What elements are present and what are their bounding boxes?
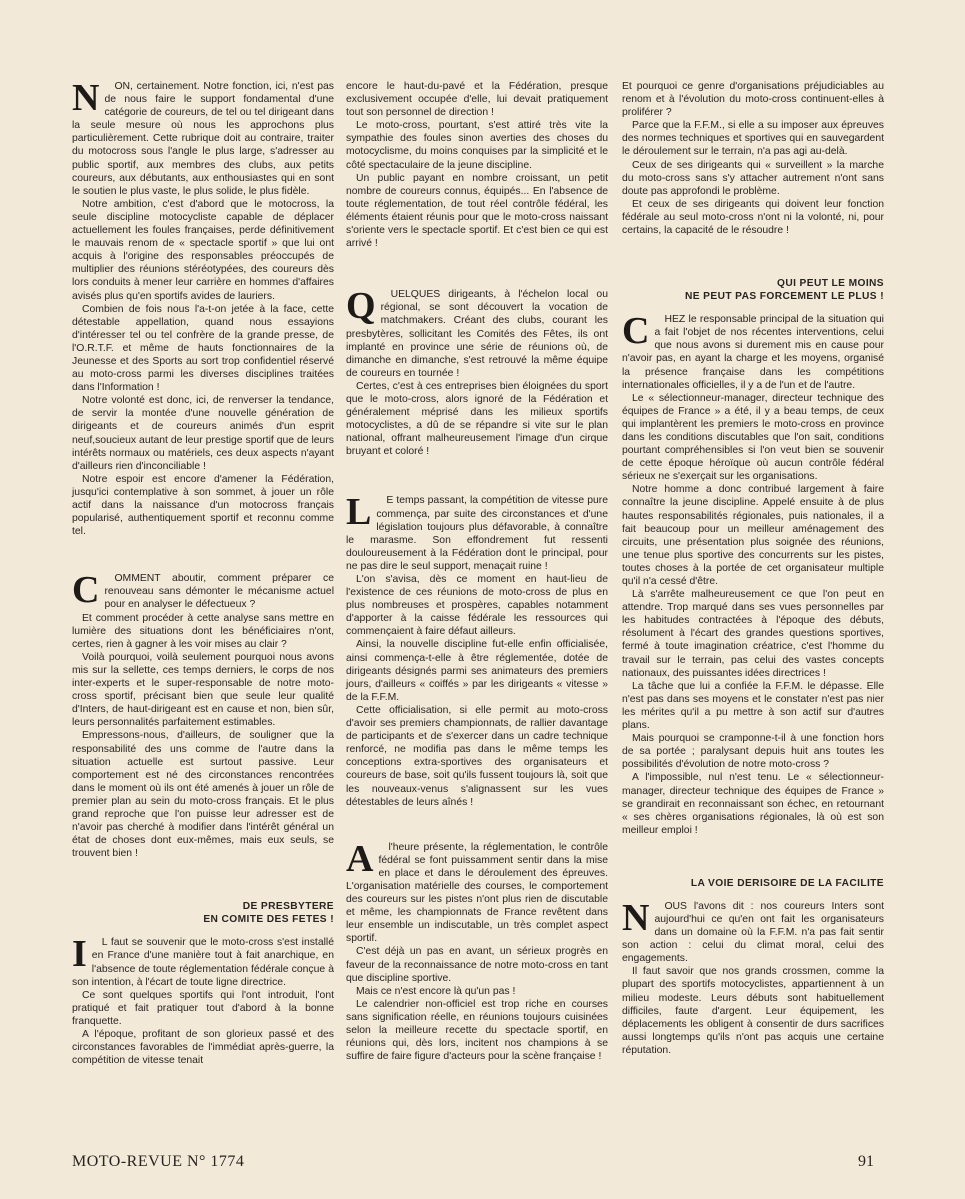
paragraph: Parce que la F.F.M., si elle a su imposer aux épreuves des normes techniques et sportives qui en sauvegardent le déroulement sur le terrain, n'a pas agi au-delà. — [622, 120, 884, 158]
paragraph: OUS l'avons dit : nos coureurs Inters sont aujourd'hui ce qu'en ont fait les organisateurs dans un domaine où la F.F.M. n'a pas fait sentir son action : celui du climat moral, celui des engagements. — [622, 900, 884, 965]
paragraph: A l'époque, profitant de son glorieux passé et des circonstances favorables de l'immédiat après-guerre, la compétition de vitesse tenait — [72, 1029, 334, 1067]
paragraph: Empressons-nous, d'ailleurs, de souligner que la responsabilité des uns comme de l'autre dans la situation actuelle est surtout passive. Leur comportement est né des circonstances rencontrées dans le moment où ils ont été amenés à jouer un rôle de premier plan au sein du moto-cross français. Et le plus grand reproche que l'on puisse leur adresser est de n'avoir pas cherché à modifier dans l'intérêt général un état de choses dont eux-mêmes, mais eux seuls, se trouvent bien ! — [72, 730, 334, 860]
article-section-temps — [346, 491, 608, 808]
section-heading-line: LA VOIE DERISOIRE DE LA FACILITE — [690, 877, 884, 889]
section-heading — [622, 277, 884, 303]
paragraph: Voilà pourquoi, voilà seulement pourquoi nous avons mis sur la sellette, ces temps derniers, le corps de nos inter-experts et le super-responsable de notre moto-cross sportif, précisant bien que seule leur qualité d'Inters, de haut-dirigeant est en cause et non, bien sûr, leurs personnalités parfaitement estimables. — [72, 651, 334, 729]
section-heading — [72, 900, 334, 926]
drop-cap: C — [622, 310, 650, 353]
paragraph: Notre ambition, c'est d'abord que le motocross, la seule discipline motocycliste capable de déplacer actuellement les foules françaises, perde définitivement le mauvais renom de « spectacle sportif » que lui ont acquis à l'origine des responsables préoccupés de multiplier des réunions stéréotypées, des coureurs dès lors conduits à mener leur carrière en hommes d'affaires avisés plus qu'en sportifs avides de lauriers. — [72, 198, 334, 302]
paragraph: UELQUES dirigeants, à l'échelon local ou régional, se sont découvert la vocation de matchmakers. Créant des clubs, courant les presbytères, sollicitant les Comités des Fêtes, ils ont implanté en province une série de réunions où, de dimanche en dimanche, s'est retrouvé la même équipe de coureurs en tournée ! — [346, 289, 608, 379]
paragraph: Notre espoir est encore d'amener la Fédération, jusqu'ici contemplative à son sommet, à jouer un rôle actif dans la naissance d'un motocross français popularisé, authentiquement sportif et reconnu comme tel. — [72, 473, 334, 538]
paragraph: Combien de fois nous l'a-t-on jetée à la face, cette détestable appellation, quand nous essayions d'intéresser tel ou tel confrère de la grande presse, de l'O.R.T.F. et même de hauts fonctionnaires de la Jeunesse et des Sports au sort trop confidentiel réservé au moto-cross parmi les diverses disciplines traitées dans l'Information ! — [72, 303, 334, 394]
article-section-chez — [622, 310, 884, 837]
article-continuation — [346, 80, 608, 250]
article-section-presbytere — [72, 933, 334, 1067]
drop-cap: C — [72, 569, 100, 612]
paragraph: Notre volonté est donc, ici, de renverser la tendance, de servir la montée d'une nouvelle génération de dirigeants et de coureurs animés d'un esprit neuf,soucieux autant de leur prestige sportif que de leurs intérêts normaux ou matériels, ces deux aspects n'ayant d'ailleurs rien d'inconciliable ! — [72, 395, 334, 472]
paragraph: HEZ le responsable principal de la situation qui a fait l'objet de nos récentes interventions, celui que nous avons si durement mis en cause pour n'avoir pas, en ayant la charge et les moyens, organisé la présence française dans les compétitions internationales officielles, il y a de l'un et de l'autre. — [622, 314, 884, 391]
drop-cap: I — [72, 933, 87, 976]
paragraph: Certes, c'est à ces entreprises bien éloignées du sport que le moto-cross, alors ignoré de la Fédération et généralement méprisé dans les milieux sportifs motocyclistes, a dû de se répandre si vite sur le plan national, offrant malheureusement l'image d'un cirque bruyant et coloré ! — [346, 380, 608, 458]
article-section-heure — [346, 837, 608, 1064]
article-section-comment — [72, 569, 334, 860]
column-2 — [346, 80, 608, 1063]
paragraph: ON, certainement. Notre fonction, ici, n'est pas de nous faire le support fondamental d'une catégorie de coureurs, de tel ou tel dirigeant dans la seule mesure où nous les approchons plus particulièrement. Cette rubrique doit au contraire, traiter du motocross sous l'angle le plus large, s'adresser au public sportif, aux membres des clubs, aux petits coureurs, aux débutants, aux enthousiastes qui en sont le soutien le plus vaste, le plus solide, le plus fidèle. — [72, 81, 334, 197]
drop-cap: N — [72, 77, 100, 119]
paragraph: Et ceux de ses dirigeants qui doivent leur fonction fédérale au seul moto-cross n'ont ni la volonté, ni, pour certains, la capacité de le résoudre ! — [622, 198, 884, 237]
section-heading-line: DE PRESBYTERE — [242, 901, 334, 913]
paragraph: C'est déjà un pas en avant, un sérieux progrès en faveur de la reconnaissance de notre moto-cross en tant que discipline sportive. — [346, 946, 608, 984]
paragraph: Un public payant en nombre croissant, un petit nombre de coureurs connus, équipés... En l'absence de toute réglementation, de tout réel contrôle fédéral, les éléments étaient réunis pour que le moto-cross naissant s'oriente vers le spectacle sportif. Et c'est bien ce qui est arrivé ! — [346, 172, 608, 250]
article-section-quelques — [346, 285, 608, 458]
paragraph: encore le haut-du-pavé et la Fédération, presque exclusivement occupée d'elle, lui devait pratiquement tout son personnel de direction ! — [346, 81, 608, 119]
page-number: 91 — [858, 1153, 874, 1170]
paragraph: Cette officialisation, si elle permit au moto-cross d'avoir ses premiers championnats, de rallier davantage de participants et de s'exercer dans un cadre technique renforcé, ne modifia pas dans le même temps les conceptions extra-sportives des organisateurs et coureurs de base, soit qu'ils fussent toujours là, soit que les nouveaux-venus s'alignassent sur les vues détestables de leurs aînés ! — [346, 704, 608, 808]
article-section-nous — [622, 896, 884, 1057]
magazine-footer-title: MOTO-REVUE N° 1774 — [72, 1153, 245, 1170]
drop-cap: N — [622, 896, 650, 939]
drop-cap: L — [346, 491, 372, 534]
column-3 — [622, 80, 884, 1057]
paragraph: Là s'arrête malheureusement ce que l'on peut en attendre. Trop marqué dans ses vues personnelles par les habitudes contractées à l'époque des débuts, résolument à l'écart des grandes questions sportives, fermé à toute imagination créatrice, c'est l'homme du travail sur le terrain, pas celui des vastes concepts nationaux, des puissantes idées directrices ! — [622, 589, 884, 679]
paragraph: La tâche que lui a confiée la F.F.M. le dépasse. Elle n'est pas dans ses moyens et le constater n'est pas nier les mérites qu'il a pu mettre à son actif sur d'autres plans. — [622, 680, 884, 732]
paragraph: Il faut savoir que nos grands crossmen, comme la plupart des sportifs motocyclistes, appartiennent à un milieu modeste. Leurs débuts sont habituellement difficiles, faute d'argent. Leur équipement, les déplacements les obligent à consentir de durs sacrifices aussi longtemps qu'ils n'ont pas acquis une certaine réputation. — [622, 966, 884, 1056]
section-heading-line: QUI PEUT LE MOINS — [777, 278, 884, 290]
article-intro — [72, 77, 334, 538]
paragraph: Le calendrier non-officiel est trop riche en courses sans signification réelle, en réunions toujours cuisinées selon la meilleure recette du spectacle sportif, en réunions qui, dès lors, incitent nos champions à se suffire de faire figure d'acteurs pour la scène française ! — [346, 998, 608, 1063]
paragraph: Ainsi, la nouvelle discipline fut-elle enfin officialisée, ainsi commença-t-elle à être réglementée, dotée de dirigeants désignés parmi ses animateurs des premiers jours, d'ailleurs « coiffés » par les dirigeants « vitesse » de la F.F.M. — [346, 639, 608, 703]
drop-cap: Q — [346, 285, 376, 328]
paragraph: Le moto-cross, pourtant, s'est attiré très vite la sympathie des foules sinon averties des choses du motocyclisme, du moins conquises par la simplicité et le côté spectaculaire de la jeune discipline. — [346, 120, 608, 171]
paragraph: Ceux de ses dirigeants qui « surveillent » la marche du moto-cross sans s'y attacher autrement n'ont sans doute pas approfondi le problème. — [622, 159, 884, 197]
section-heading-line: NE PEUT PAS FORCEMENT LE PLUS ! — [685, 291, 884, 303]
section-heading-line: EN COMITE DES FETES ! — [203, 914, 334, 926]
column-1 — [72, 77, 334, 1067]
paragraph: Et comment procéder à cette analyse sans mettre en lumière des situations dont les bénéficiaires n'ont, certes, rien à gagner à les voir mises au clair ? — [72, 612, 334, 650]
article-continuation — [622, 80, 884, 237]
section-heading — [622, 877, 884, 890]
paragraph: E temps passant, la compétition de vitesse pure commença, par suite des circonstances et d'une législation toujours plus défavorable, à connaître le marasme. Son effondrement fut ressenti douloureusement à la Fédération dont le principal, pour ne pas dire le seul support, menaçait ruine ! — [346, 495, 608, 572]
paragraph: Mais pourquoi se cramponne-t-il à une fonction hors de sa portée ; paralysant depuis huit ans toutes les possibilités d'évolution de notre moto-cross ? — [622, 733, 884, 771]
paragraph: Et pourquoi ce genre d'organisations préjudiciables au renom et à l'évolution du moto-cross continuent-elles à proliférer ? — [622, 81, 884, 119]
paragraph: Le « sélectionneur-manager, directeur technique des équipes de France » a été, il y a beau temps, de ceux qui implantèrent les premiers le moto-cross en province dans les conditions discutables que l'on sait, conditions pourtant compréhensibles si l'on veut bien se souvenir de cette époque héroïque où aucun contrôle fédéral sérieux ne s'exerçait sur les organisations. — [622, 392, 884, 483]
paragraph: Ce sont quelques sportifs qui l'ont introduit, l'ont pratiqué et fait pratiquer tout d'abord à la bonne franquette. — [72, 989, 334, 1027]
paragraph: L'on s'avisa, dès ce moment en haut-lieu de l'existence de ces réunions de moto-cross de plus en plus nombreuses et prospères, capables notamment d'apporter à la caisse fédérale les ressources qui commençaient à faire défaut ailleurs. — [346, 574, 608, 638]
paragraph: l'heure présente, la réglementation, le contrôle fédéral se font puissamment sentir dans la mise en place et dans le déroulement des épreuves. L'organisation matérielle des courses, le comportement des coureurs sur les pistes n'ont plus rien de discutable et même, les championnats de France revêtent dans leur ensemble un indiscutable, un très complet aspect sportif. — [346, 841, 608, 945]
paragraph: A l'impossible, nul n'est tenu. Le « sélectionneur-manager, directeur technique des équipes de France » se grandirait en reconnaissant son échec, en retournant « ses chères organisations régionales, là où est son meilleur emploi ! — [622, 772, 884, 836]
drop-cap: A — [346, 837, 374, 880]
paragraph: OMMENT aboutir, comment préparer ce renouveau sans démonter le mécanisme actuel pour en analyser le défectueux ? — [104, 573, 334, 611]
paragraph: L faut se souvenir que le moto-cross s'est installé en France d'une manière tout à fait anarchique, en l'absence de toute réglementation fédérale conçue à son intention, à l'écart de toute ligne directrice. — [72, 937, 334, 988]
paragraph: Notre homme a donc contribué largement à faire connaître la jeune discipline. Appelé ensuite à de plus hautes responsabilités régionales, puis nationales, il a fait beaucoup pour un meilleur aménagement des circuits, une présentation plus soignée des réunions, une tenue plus sportive des concurrents sur les pistes, toutes choses à la portée de cet organisateur multiple qu'il n'a cessé d'être. — [622, 484, 884, 587]
paragraph: Mais ce n'est encore là qu'un pas ! — [356, 985, 516, 997]
